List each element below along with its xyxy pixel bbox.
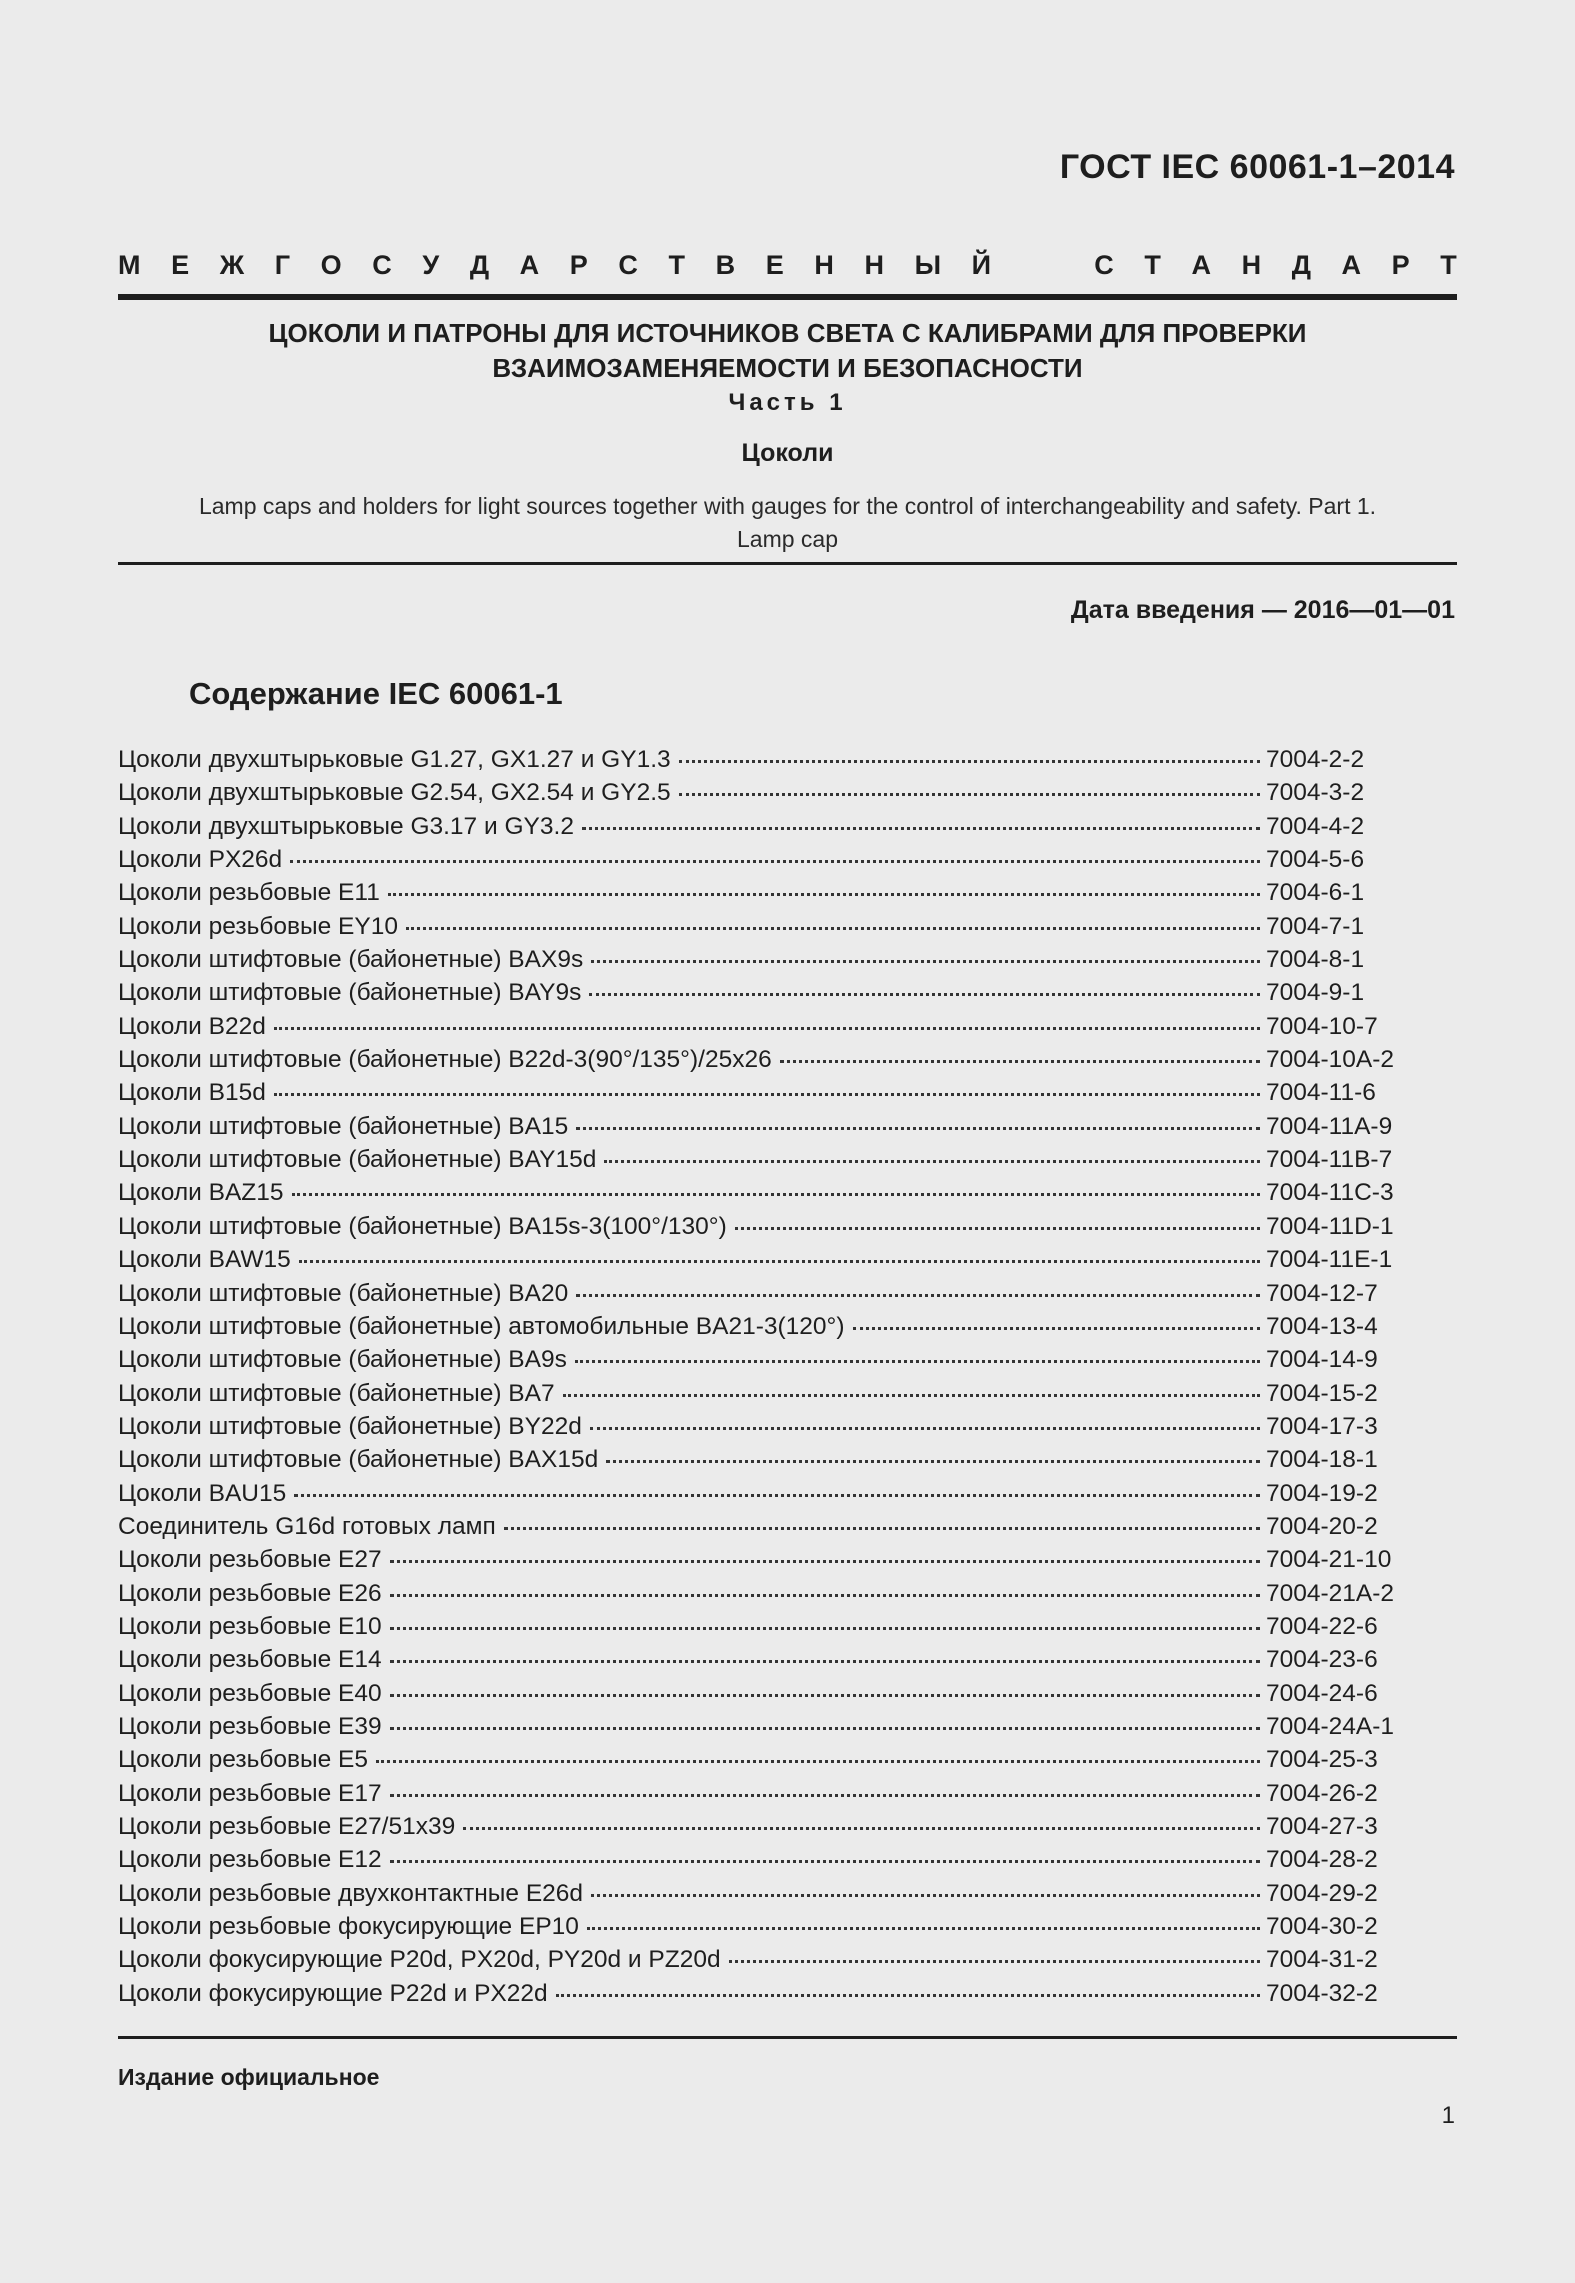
- interstate-standard-banner: [118, 250, 1457, 281]
- toc-entry[interactable]: [118, 1346, 1408, 1379]
- toc-entry-page: 7004-17-3: [1266, 1412, 1378, 1440]
- toc-entry[interactable]: [118, 1280, 1408, 1313]
- toc-entry-page: 7004-4-2: [1266, 812, 1365, 840]
- toc-entry[interactable]: [118, 1179, 1408, 1212]
- banner-letter: Р: [1391, 250, 1410, 280]
- toc-entry-title: Цоколи штифтовые (байонетные) автомобильные BA21-3(120°): [118, 1312, 845, 1340]
- toc-entry-title: Цоколи штифтовые (байонетные) BA15s-3(100°/130°): [118, 1212, 727, 1240]
- toc-entry-page: 7004-7-1: [1266, 912, 1365, 940]
- toc-dot-leader: [589, 992, 1260, 996]
- banner-letter: В: [715, 250, 736, 280]
- toc-entry-title: Цоколи штифтовые (байонетные) BA7: [118, 1379, 555, 1407]
- toc-entry[interactable]: [118, 1146, 1408, 1179]
- banner-letter: Р: [569, 250, 588, 280]
- banner-letter: А: [1341, 250, 1362, 280]
- banner-letter: Е: [765, 250, 784, 280]
- toc-dot-leader: [463, 1826, 1260, 1830]
- banner-letter: Т: [668, 250, 686, 280]
- toc-entry-page: 7004-12-7: [1266, 1279, 1378, 1307]
- toc-entry-title: Цоколи PX26d: [118, 846, 283, 874]
- toc-entry[interactable]: [118, 1813, 1408, 1846]
- toc-dot-leader: [556, 1993, 1260, 1997]
- toc-dot-leader: [390, 1593, 1260, 1597]
- toc-dot-leader: [274, 1026, 1260, 1030]
- banner-letter: О: [320, 250, 342, 280]
- toc-dot-leader: [390, 1693, 1260, 1697]
- toc-dot-leader: [274, 1092, 1260, 1096]
- toc-dot-leader: [388, 892, 1260, 896]
- banner-letter: С: [618, 250, 638, 280]
- edition-label: Издание официальное: [118, 2064, 380, 2090]
- toc-dot-leader: [606, 1459, 1260, 1463]
- toc-entry[interactable]: [118, 746, 1408, 779]
- title-line-1: ЦОКОЛИ И ПАТРОНЫ ДЛЯ ИСТОЧНИКОВ СВЕТА С КАЛИБРАМИ ДЛЯ ПРОВЕРКИ: [268, 318, 1307, 348]
- toc-entry[interactable]: [118, 1380, 1408, 1413]
- toc-dot-leader: [390, 1626, 1260, 1630]
- toc-entry[interactable]: [118, 1846, 1408, 1879]
- toc-dot-leader: [290, 859, 1260, 863]
- toc-entry-title: Цоколи двухштырьковые G2.54, GX2.54 и GY2.5: [118, 779, 671, 807]
- banner-letter: Ы: [914, 250, 942, 280]
- toc-entry[interactable]: [118, 1413, 1408, 1446]
- toc-entry-title: Цоколи резьбовые Е27: [118, 1546, 382, 1574]
- toc-entry-title: Цоколи B15d: [118, 1079, 266, 1107]
- toc-entry-title: Цоколи штифтовые (байонетные) BAY15d: [118, 1146, 597, 1174]
- banner-letter: А: [519, 250, 540, 280]
- toc-entry-page: 7004-22-6: [1266, 1612, 1378, 1640]
- toc-entry-title: Цоколи B22d: [118, 1012, 266, 1040]
- banner-letter: М: [118, 250, 141, 280]
- banner-letter: Т: [1144, 250, 1161, 280]
- toc-entry-title: Цоколи резьбовые Е14: [118, 1646, 382, 1674]
- toc-entry[interactable]: [118, 1980, 1408, 2013]
- toc-entry-page: 7004-24A-1: [1266, 1712, 1395, 1740]
- toc-entry-page: 7004-21-10: [1266, 1546, 1392, 1574]
- toc-entry-title: Цоколи резьбовые Е26: [118, 1579, 382, 1607]
- toc-dot-leader: [390, 1859, 1260, 1863]
- toc-dot-leader: [390, 1559, 1260, 1563]
- toc-dot-leader: [853, 1326, 1261, 1330]
- toc-entry-title: Цоколи резьбовые Е10: [118, 1612, 382, 1640]
- toc-entry[interactable]: [118, 1446, 1408, 1479]
- toc-entry-title: Цоколи BAU15: [118, 1479, 287, 1507]
- toc-entry-page: 7004-8-1: [1266, 946, 1365, 974]
- toc-entry[interactable]: [118, 813, 1408, 846]
- title-block: [118, 316, 1457, 556]
- toc-entry-page: 7004-32-2: [1266, 1979, 1378, 2007]
- toc-entry-page: 7004-18-1: [1266, 1446, 1378, 1474]
- toc-entry-title: Цоколи штифтовые (байонетные) BY22d: [118, 1412, 582, 1440]
- toc-entry-title: Цоколи резьбовые Е11: [118, 879, 380, 907]
- toc-entry-title: Цоколи фокусирующие P20d, PX20d, PY20d и PZ20d: [118, 1946, 721, 1974]
- toc-entry[interactable]: [118, 1680, 1408, 1713]
- toc-dot-leader: [406, 926, 1260, 930]
- toc-entry-page: 7004-11D-1: [1266, 1212, 1394, 1240]
- toc-entry-title: Цоколи резьбовые EY10: [118, 912, 398, 940]
- toc-entry[interactable]: [118, 1713, 1408, 1746]
- toc-entry-page: 7004-3-2: [1266, 779, 1365, 807]
- banner-letter: Д: [469, 250, 490, 280]
- toc-entry-title: Цоколи фокусирующие P22d и PX22d: [118, 1979, 548, 2007]
- toc-entry[interactable]: [118, 1079, 1408, 1112]
- toc-entry-title: Цоколи штифтовые (байонетные) BAX15d: [118, 1446, 599, 1474]
- title-rule: [118, 562, 1457, 565]
- toc-entry[interactable]: [118, 1646, 1408, 1679]
- toc-entry-title: Цоколи BAZ15: [118, 1179, 284, 1207]
- toc-entry[interactable]: [118, 1746, 1408, 1779]
- table-of-contents: [118, 746, 1408, 2013]
- toc-entry-title: Цоколи резьбовые Е40: [118, 1679, 382, 1707]
- toc-dot-leader: [563, 1393, 1260, 1397]
- toc-entry-title: Цоколи штифтовые (байонетные) BA20: [118, 1279, 569, 1307]
- toc-entry-title: Цоколи BAW15: [118, 1246, 291, 1274]
- toc-entry[interactable]: [118, 1046, 1408, 1079]
- toc-entry-page: 7004-30-2: [1266, 1913, 1378, 1941]
- toc-dot-leader: [582, 826, 1260, 830]
- banner-letter: С: [1094, 250, 1114, 280]
- toc-entry-page: 7004-11A-9: [1266, 1112, 1393, 1140]
- toc-entry-title: Цоколи штифтовые (байонетные) В22d-3(90°/135°)/25x26: [118, 1046, 772, 1074]
- banner-letter: Н: [814, 250, 834, 280]
- toc-entry-title: Цоколи штифтовые (байонетные) BA15: [118, 1112, 569, 1140]
- toc-entry-page: 7004-6-1: [1266, 879, 1365, 907]
- toc-dot-leader: [679, 792, 1260, 796]
- toc-entry[interactable]: [118, 1013, 1408, 1046]
- document-number: ГОСТ IEC 60061-1–2014: [1059, 148, 1455, 186]
- toc-entry[interactable]: [118, 1213, 1408, 1246]
- toc-dot-leader: [735, 1226, 1260, 1230]
- toc-entry[interactable]: [118, 946, 1408, 979]
- subtitle: Цоколи: [741, 439, 834, 467]
- english-title-line-1: Lamp caps and holders for light sources together with gauges for the control of interchangeability and safety. Part 1.: [198, 493, 1377, 519]
- banner-letter: Г: [274, 250, 291, 280]
- toc-entry[interactable]: [118, 1313, 1408, 1346]
- toc-dot-leader: [390, 1659, 1260, 1663]
- toc-dot-leader: [576, 1126, 1260, 1130]
- toc-dot-leader: [376, 1759, 1260, 1763]
- toc-entry-page: 7004-14-9: [1266, 1346, 1378, 1374]
- toc-entry[interactable]: [118, 1780, 1408, 1813]
- toc-entry[interactable]: [118, 913, 1408, 946]
- toc-entry-title: Цоколи резьбовые Е39: [118, 1712, 382, 1740]
- english-title: [118, 490, 1457, 556]
- toc-dot-leader: [679, 759, 1260, 763]
- part-label: Часть 1: [728, 389, 847, 416]
- toc-entry-page: 7004-25-3: [1266, 1746, 1378, 1774]
- toc-dot-leader: [299, 1259, 1260, 1263]
- banner-letter: Ж: [219, 250, 245, 280]
- toc-dot-leader: [576, 1293, 1260, 1297]
- toc-entry[interactable]: [118, 779, 1408, 812]
- toc-entry-page: 7004-27-3: [1266, 1813, 1378, 1840]
- banner-letter: Д: [1291, 250, 1311, 280]
- toc-dot-leader: [504, 1526, 1260, 1530]
- toc-entry-title: Цоколи двухштырьковые G3.17 и GY3.2: [118, 812, 574, 840]
- toc-entry-title: Цоколи штифтовые (байонетные) BAY9s: [118, 979, 582, 1007]
- toc-entry-page: 7004-2-2: [1266, 746, 1365, 773]
- toc-entry-page: 7004-15-2: [1266, 1379, 1378, 1407]
- toc-entry[interactable]: [118, 1580, 1408, 1613]
- introduction-date: Дата введения — 2016—01—01: [1070, 596, 1455, 624]
- toc-entry-title: Соединитель G16d готовых ламп: [118, 1512, 496, 1540]
- toc-entry[interactable]: [118, 1880, 1408, 1913]
- toc-entry[interactable]: [118, 1613, 1408, 1646]
- toc-entry-title: Цоколи штифтовые (байонетные) BA9s: [118, 1346, 567, 1374]
- toc-entry-page: 7004-21A-2: [1266, 1579, 1395, 1607]
- toc-entry[interactable]: [118, 1546, 1408, 1579]
- toc-entry-page: 7004-31-2: [1266, 1946, 1378, 1974]
- toc-entry[interactable]: [118, 1113, 1408, 1146]
- toc-dot-leader: [604, 1159, 1260, 1163]
- toc-entry-page: 7004-11-6: [1266, 1079, 1376, 1107]
- page-number: 1: [1441, 2102, 1455, 2129]
- toc-dot-leader: [591, 959, 1260, 963]
- toc-entry-page: 7004-5-6: [1266, 846, 1365, 874]
- banner-letter: Е: [171, 250, 190, 280]
- toc-dot-leader: [292, 1192, 1260, 1196]
- toc-entry-page: 7004-28-2: [1266, 1846, 1378, 1874]
- toc-entry-title: Цоколи резьбовые фокусирующие ЕР10: [118, 1913, 579, 1941]
- header-rule: [118, 294, 1457, 300]
- banner-letter: А: [1191, 250, 1211, 280]
- banner-letter: Н: [864, 250, 884, 280]
- toc-dot-leader: [575, 1359, 1260, 1363]
- toc-entry-page: 7004-29-2: [1266, 1879, 1378, 1907]
- banner-letter: Й: [971, 250, 992, 280]
- footer-rule: [118, 2036, 1457, 2039]
- toc-entry-title: Цоколи резьбовые Е27/51x39: [118, 1813, 456, 1840]
- toc-entry-title: Цоколи штифтовые (байонетные) BAX9s: [118, 946, 584, 974]
- toc-entry-page: 7004-11B-7: [1266, 1146, 1393, 1174]
- toc-entry[interactable]: [118, 879, 1408, 912]
- banner-letter: У: [422, 250, 440, 280]
- toc-entry-title: Цоколи резьбовые Е12: [118, 1846, 382, 1874]
- banner-letter: Н: [1241, 250, 1262, 280]
- banner-letter: С: [372, 250, 392, 280]
- toc-entry-page: 7004-23-6: [1266, 1646, 1378, 1674]
- toc-dot-leader: [390, 1793, 1260, 1797]
- toc-dot-leader: [590, 1426, 1260, 1430]
- toc-entry-page: 7004-20-2: [1266, 1512, 1378, 1540]
- toc-dot-leader: [729, 1959, 1260, 1963]
- toc-dot-leader: [294, 1493, 1260, 1497]
- toc-entry-page: 7004-11E-1: [1266, 1246, 1393, 1274]
- toc-dot-leader: [591, 1893, 1260, 1897]
- banner-letter: Т: [1440, 250, 1457, 280]
- toc-entry-page: 7004-9-1: [1266, 979, 1365, 1007]
- toc-entry-page: 7004-10A-2: [1266, 1046, 1395, 1074]
- toc-entry[interactable]: [118, 846, 1408, 879]
- title-line-2: ВЗАИМОЗАМЕНЯЕМОСТИ И БЕЗОПАСНОСТИ: [492, 353, 1083, 383]
- toc-entry-title: Цоколи резьбовые Е5: [118, 1746, 369, 1774]
- toc-entry-page: 7004-19-2: [1266, 1479, 1378, 1507]
- toc-entry-page: 7004-11C-3: [1266, 1179, 1394, 1207]
- toc-entry[interactable]: [118, 1913, 1408, 1946]
- toc-entry-title: Цоколи двухштырьковые G1.27, GX1.27 и GY1.3: [118, 746, 671, 773]
- toc-entry-page: 7004-26-2: [1266, 1779, 1378, 1807]
- toc-entry[interactable]: [118, 1480, 1408, 1513]
- toc-entry-title: Цоколи резьбовые двухконтактные Е26d: [118, 1879, 584, 1907]
- toc-entry[interactable]: [118, 979, 1408, 1012]
- english-title-line-2: Lamp cap: [736, 526, 838, 552]
- toc-entry-page: 7004-24-6: [1266, 1679, 1378, 1707]
- toc-entry-page: 7004-13-4: [1266, 1312, 1378, 1340]
- toc-entry-page: 7004-10-7: [1266, 1012, 1378, 1040]
- toc-dot-leader: [390, 1726, 1260, 1730]
- toc-entry-title: Цоколи резьбовые Е17: [118, 1779, 382, 1807]
- toc-entry[interactable]: [118, 1946, 1408, 1979]
- toc-dot-leader: [780, 1059, 1260, 1063]
- toc-entry[interactable]: [118, 1246, 1408, 1279]
- toc-dot-leader: [587, 1926, 1260, 1930]
- toc-heading: Содержание IEC 60061-1: [189, 676, 563, 711]
- toc-entry[interactable]: [118, 1513, 1408, 1546]
